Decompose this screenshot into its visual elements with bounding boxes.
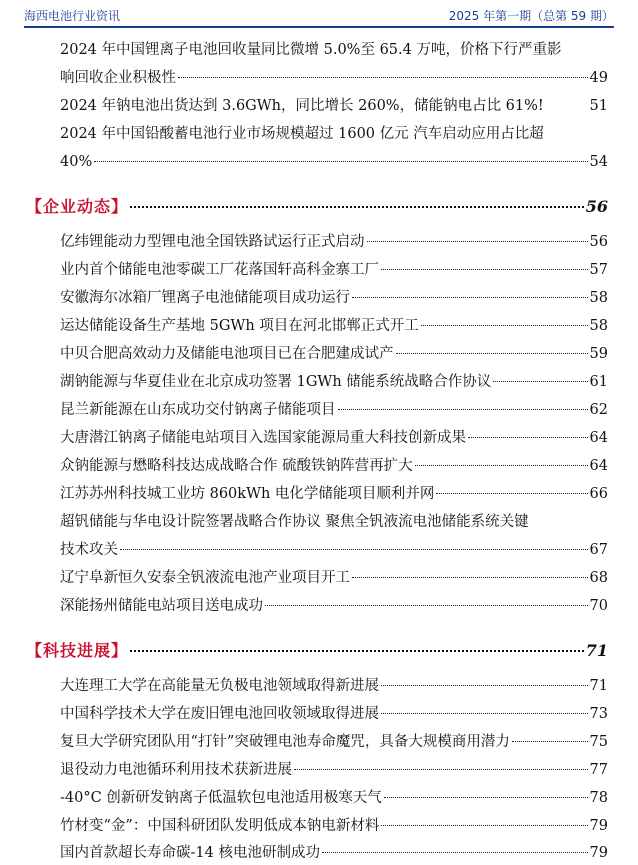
toc-entry-page: 54 [589,154,608,170]
toc-line[interactable]: 2024 年中国铅酸蓄电池行业市场规模超过 1600 亿元 汽车启动应用占比超 [60,126,544,142]
toc-entry[interactable] [60,428,608,448]
toc-entry-title: 中国科学技术大学在废旧锂电池回收领域取得进展 [60,706,379,722]
toc-entry-title: 辽宁阜新恒久安泰全钒液流电池产业项目开工 [60,570,350,586]
toc-entry-page: 70 [589,598,608,614]
section-page: 56 [585,197,608,216]
toc-entry-page: 78 [589,790,608,806]
toc-entry[interactable] [60,344,608,364]
toc-entry-page: 73 [589,706,608,722]
toc-entry-title: 安徽海尔冰箱厂锂离子电池储能项目成功运行 [60,290,350,306]
toc-entry-title: 湖钠能源与华夏佳业在北京成功签署 1GWh 储能系统战略合作协议 [60,374,492,390]
toc-entry-title: 中贝合肥高效动力及储能电池项目已在合肥建成试产 [60,346,394,362]
leader-dots [130,650,584,652]
section-heading-technology[interactable] [26,638,608,661]
leader-dots [352,577,588,578]
leader-dots [352,297,588,298]
leader-dots [322,852,588,853]
toc-entry[interactable] [60,456,608,476]
toc-entry-title: 大唐潜江钠离子储能电站项目入选国家能源局重大科技创新成果 [60,430,466,446]
toc-line[interactable]: 超钒储能与华电设计院签署战略合作协议 聚焦全钒液流电池储能系统关键 [60,514,529,530]
leader-dots [381,713,588,714]
toc-entry[interactable] [60,676,608,696]
toc-entry-page: 57 [589,262,608,278]
toc-entry[interactable] [60,816,608,836]
toc-entry-title: 大连理工大学在高能量无负极电池领域取得新进展 [60,678,379,694]
toc-entry-page: 61 [589,374,608,390]
toc-entry[interactable] [60,152,608,172]
toc-entry[interactable] [60,760,608,780]
toc-entry[interactable] [60,540,608,560]
toc-entry-title: 40% [60,154,93,170]
toc-entry-page: 68 [589,570,608,586]
section-heading-enterprise[interactable] [26,194,608,217]
leader-dots [468,437,588,438]
toc-entry-title: 运达储能设备生产基地 5GWh 项目在河北邯郸正式开工 [60,318,419,334]
leader-dots [396,353,588,354]
toc-entry-title: 国内首款超长寿命碳-14 核电池研制成功 [60,845,320,861]
toc-entry-page: 58 [589,290,608,306]
toc-entry-title: 昆兰新能源在山东成功交付钠离子储能项目 [60,402,336,418]
toc-entry[interactable] [60,732,608,752]
leader-dots [367,241,588,242]
toc-entry-page: 77 [589,762,608,778]
leader-dots [381,269,588,270]
header-title: 海西电池行业资讯 [24,9,121,23]
leader-dots [421,325,588,326]
leader-dots [493,381,587,382]
toc-entry-page: 56 [589,234,608,250]
leader-dots [120,549,588,550]
toc-entry-page: 71 [589,678,608,694]
toc-entry-title: -40°C 创新研发钠离子低温软包电池适用极寒天气 [60,790,382,806]
toc-entry-page: 75 [589,734,608,750]
toc-entry[interactable] [60,484,608,504]
toc-entry[interactable] [60,704,608,724]
toc-entry-title: 竹材变“金”：中国科研团队发明低成本钠电新材料 [60,818,380,834]
toc-entry[interactable] [60,400,608,420]
toc-entry[interactable] [60,568,608,588]
toc-entry[interactable] [60,96,608,116]
toc-entry-page: 59 [589,346,608,362]
leader-dots [415,465,588,466]
header-issue: 2025 年第一期（总第 59 期） [448,9,614,23]
toc-entry-title: 2024 年钠电池出货达到 3.6GWh，同比增长 260%，储能钠电占比 61%! [60,98,544,114]
toc-entry[interactable] [60,788,608,808]
section-title: 【科技进展】 [26,641,129,660]
toc-entry-page: 49 [589,70,608,86]
toc-entry[interactable] [60,372,608,392]
toc-entry[interactable] [60,596,608,616]
toc-entry[interactable] [60,316,608,336]
leader-dots [384,797,588,798]
toc-entry-page: 79 [589,818,608,834]
toc-entry-page: 64 [589,430,608,446]
toc-entry-title: 亿纬锂能动力型锂电池全国铁路试运行正式启动 [60,234,365,250]
section-page: 71 [585,641,608,660]
toc-entry-page: 79 [589,845,608,861]
section-title: 【企业动态】 [26,197,129,216]
leader-dots [512,741,588,742]
toc-entry-page: 66 [589,486,608,502]
toc-entry-title: 技术攻关 [60,542,118,558]
toc-entry-title: 响回收企业积极性 [60,70,176,86]
toc-entry[interactable] [60,288,608,308]
toc-entry[interactable] [60,232,608,252]
toc-entry-page: 62 [589,402,608,418]
toc-entry-page: 51 [589,98,608,114]
toc-entry[interactable] [60,843,608,863]
toc-entry-page: 64 [589,458,608,474]
leader-dots [130,206,584,208]
toc-entry-title: 退役动力电池循环利用技术获新进展 [60,762,292,778]
toc-entry-page: 67 [589,542,608,558]
leader-dots [381,825,587,826]
toc-entry-title: 复旦大学研究团队用“打针”突破锂电池寿命魔咒，具备大规模商用潜力 [60,734,510,750]
toc-entry[interactable] [60,260,608,280]
toc-line[interactable]: 2024 年中国锂离子电池回收量同比微增 5.0%至 65.4 万吨，价格下行严重影 [60,42,562,58]
toc-entry-title: 众钠能源与懋略科技达成战略合作 硫酸铁钠阵营再扩大 [60,458,413,474]
toc-entry[interactable] [60,68,608,88]
leader-dots [178,77,588,78]
toc-entry-title: 业内首个储能电池零碳工厂花落国轩高科金寨工厂 [60,262,379,278]
leader-dots [436,493,587,494]
leader-dots [265,605,588,606]
toc-entry-title: 江苏苏州科技城工业坊 860kWh 电化学储能项目顺利并网 [60,486,435,502]
leader-dots [94,161,587,162]
leader-dots [338,409,588,410]
leader-dots [294,769,588,770]
leader-dots [381,685,588,686]
toc-entry-title: 深能扬州储能电站项目送电成功 [60,598,263,614]
toc-entry-page: 58 [589,318,608,334]
